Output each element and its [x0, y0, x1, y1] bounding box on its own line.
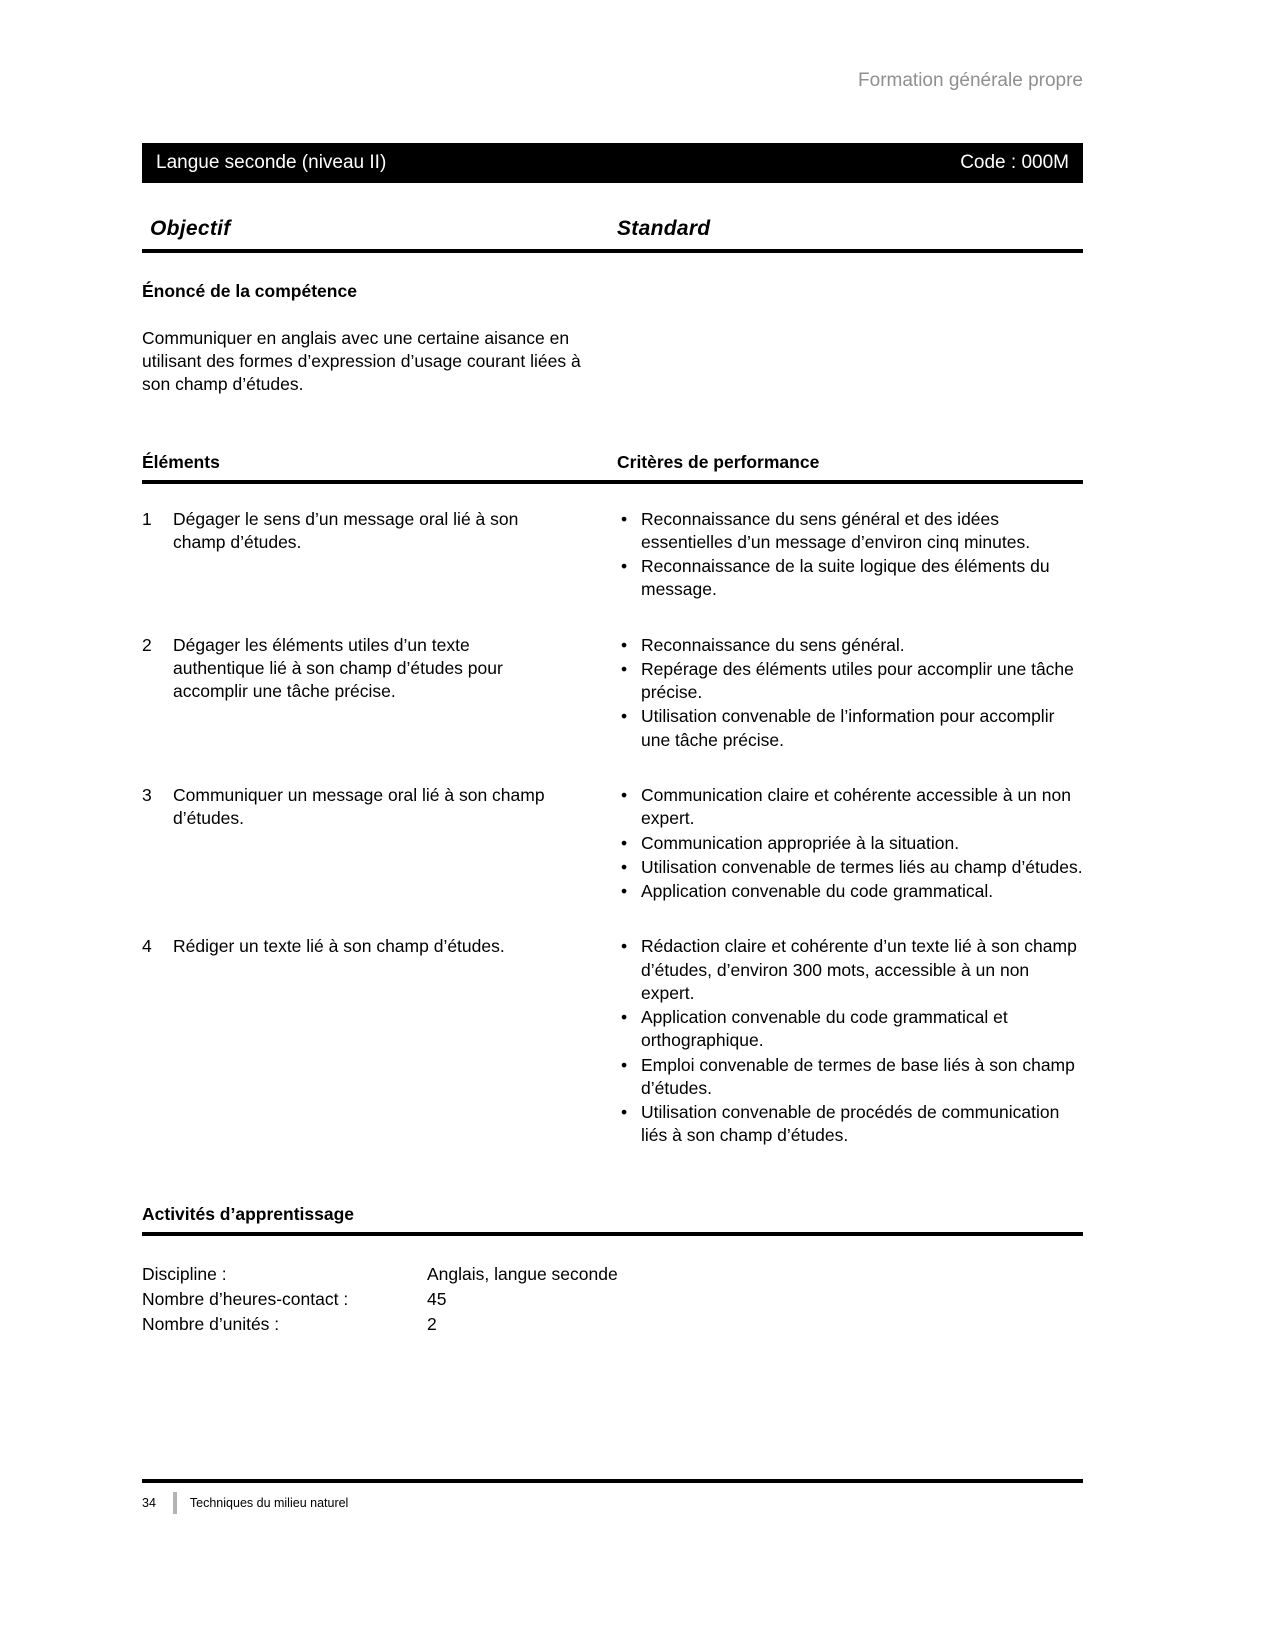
element-cell [142, 508, 617, 602]
criterion-item: • Communication claire et cohérente accessible à un non expert. [617, 784, 1083, 831]
element-text: Rédiger un texte lié à son champ d’études. [173, 936, 505, 957]
criterion-item: • Utilisation convenable de l’information pour accomplir une tâche précise. [617, 705, 1083, 752]
objectif-header: Objectif [150, 216, 231, 240]
element-number: 2 [142, 634, 152, 655]
field-row [142, 1287, 1083, 1312]
criterion-item: • Communication appropriée à la situation. [617, 832, 1083, 855]
element-number: 3 [142, 784, 152, 805]
title-bar [142, 143, 1083, 183]
footer-row [142, 1492, 1083, 1514]
standard-header: Standard [617, 216, 711, 240]
criteria-list [617, 508, 1083, 602]
table-row [142, 634, 1083, 752]
criterion-item: • Utilisation convenable de termes liés au champ d’études. [617, 856, 1083, 879]
field-label-discipline: Discipline : [142, 1263, 227, 1284]
criterion-item: • Utilisation convenable de procédés de communication liés à son champ d’études. [617, 1101, 1083, 1148]
table-row [142, 935, 1083, 1147]
element-cell [142, 935, 617, 1147]
element-text: Dégager les éléments utiles d’un texte authentique lié à son champ d’études pour accomplir une tâche précise. [173, 634, 503, 702]
criterion-item: • Reconnaissance du sens général. [617, 634, 1083, 657]
table-row [142, 508, 1083, 602]
activities-heading: Activités d’apprentissage [142, 1203, 355, 1224]
criterion-item: • Application convenable du code grammatical. [617, 880, 1083, 903]
field-label-heures: Nombre d’heures-contact : [142, 1289, 349, 1310]
footer-divider-bar [173, 1492, 177, 1514]
field-value-unites: 2 [427, 1314, 437, 1335]
criterion-item: • Application convenable du code grammatical et orthographique. [617, 1006, 1083, 1053]
competence-body: Communiquer en anglais avec une certaine aisance en utilisant des formes d’expression d’usage courant liées à son champ d’études. [142, 327, 581, 395]
table-headers [142, 452, 1083, 473]
field-value-heures: 45 [427, 1289, 447, 1310]
elements-header: Éléments [142, 451, 220, 472]
divider-rule-table [142, 480, 1083, 484]
element-number: 4 [142, 936, 152, 957]
field-value-discipline: Anglais, langue seconde [427, 1263, 618, 1284]
page-footer [142, 1479, 1083, 1514]
divider-rule-top [142, 249, 1083, 253]
element-cell [142, 784, 617, 903]
criteria-list [617, 634, 1083, 752]
criteria-list [617, 784, 1083, 903]
criterion-item: • Reconnaissance de la suite logique des éléments du message. [617, 555, 1083, 602]
criterion-item: • Emploi convenable de termes de base liés à son champ d’études. [617, 1054, 1083, 1101]
running-header: Formation générale propre [858, 70, 1083, 91]
element-number: 1 [142, 508, 152, 529]
criterion-item: • Rédaction claire et cohérente d’un texte lié à son champ d’études, d’environ 300 mots, accessible à un non expert. [617, 935, 1083, 1005]
criterion-item: • Reconnaissance du sens général et des idées essentielles d’un message d’environ cinq minutes. [617, 508, 1083, 555]
criteria-list [617, 935, 1083, 1147]
course-title: Langue seconde (niveau II) [156, 151, 387, 173]
criterion-item: • Repérage des éléments utiles pour accomplir une tâche précise. [617, 658, 1083, 705]
field-row [142, 1312, 1083, 1337]
footer-label: Techniques du milieu naturel [189, 1496, 349, 1510]
table-row [142, 784, 1083, 903]
field-row [142, 1262, 1083, 1287]
divider-rule-activities [142, 1232, 1083, 1236]
element-text: Communiquer un message oral lié à son champ d’études. [173, 784, 545, 829]
page-number: 34 [142, 1496, 156, 1510]
objectif-standard-headers [142, 217, 1083, 241]
element-text: Dégager le sens d’un message oral lié à son champ d’études. [173, 508, 519, 552]
activities-fields [142, 1262, 1083, 1338]
field-label-unites: Nombre d’unités : [142, 1314, 280, 1335]
criteres-header: Critères de performance [617, 451, 820, 472]
footer-rule [142, 1479, 1083, 1483]
competence-heading: Énoncé de la compétence [142, 280, 357, 301]
course-code: Code : 000M [960, 151, 1069, 173]
element-cell [142, 634, 617, 752]
